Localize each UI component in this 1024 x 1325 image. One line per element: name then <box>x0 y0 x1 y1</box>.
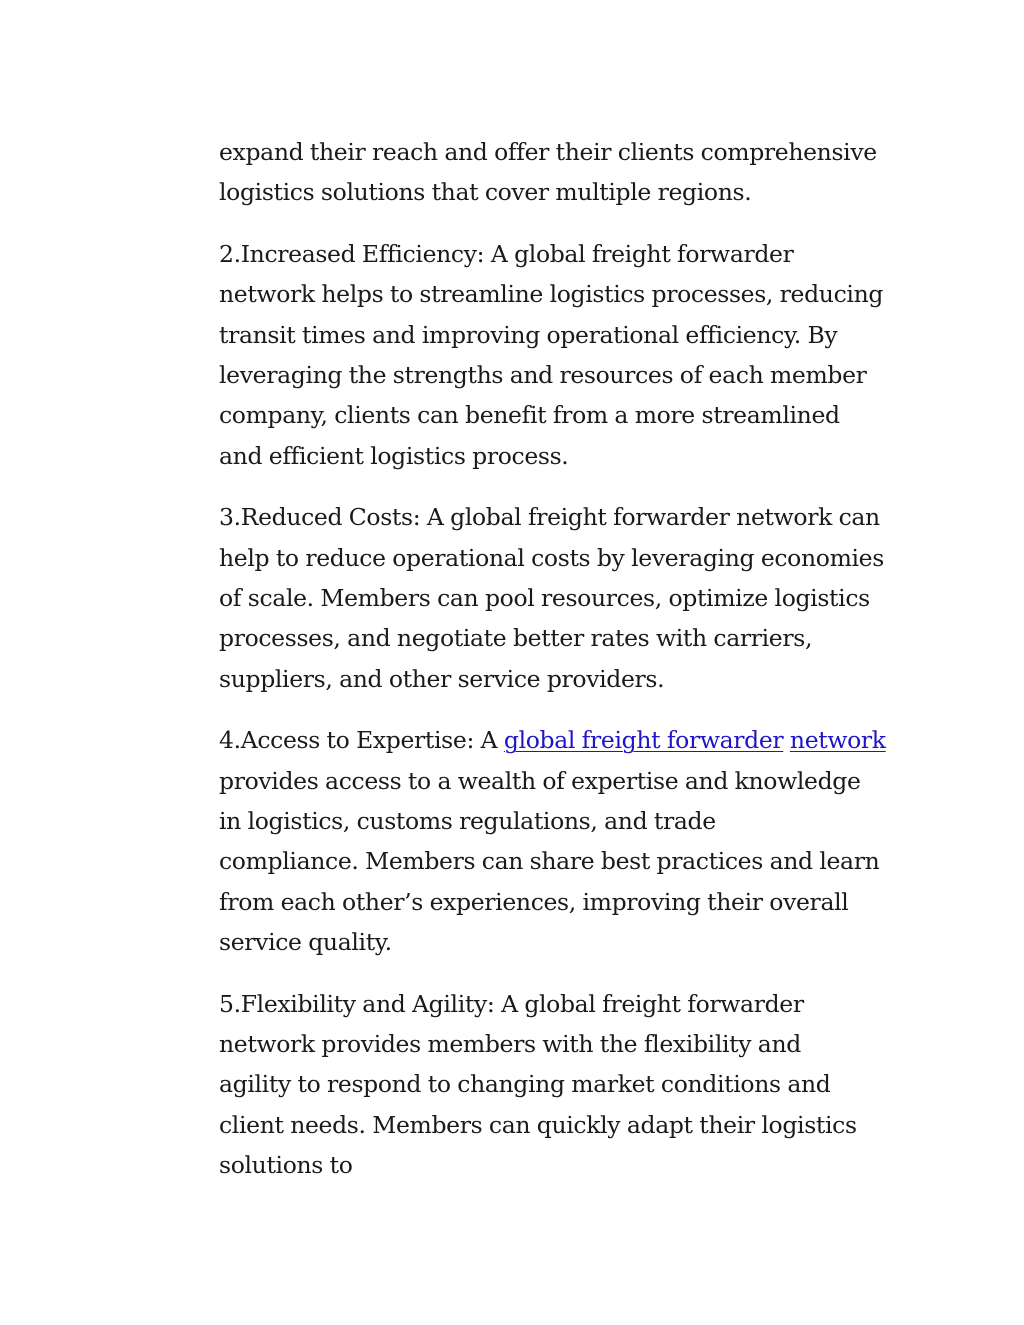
text-line: client needs. Members can quickly adapt their logistics <box>219 1110 857 1139</box>
text-line: 5.Flexibility and Agility: A global freight forwarder <box>219 989 804 1018</box>
text-line-with-links <box>219 720 909 760</box>
link-network[interactable]: network <box>789 726 886 755</box>
text-line: expand their reach and offer their clients comprehensive <box>219 138 877 166</box>
text-line: network helps to streamline logistics processes, reducing <box>219 280 884 309</box>
text-line: leveraging the strengths and resources of each member <box>219 360 867 389</box>
text-line: logistics solutions that cover multiple regions. <box>219 178 752 207</box>
paragraph-reduced-costs <box>219 497 909 698</box>
text-segment: 4.Access to Expertise: A <box>219 726 504 755</box>
text-line: agility to respond to changing market conditions and <box>219 1070 831 1099</box>
paragraph-increased-efficiency <box>219 234 909 476</box>
link-global-freight-forwarder[interactable]: global freight forwarder <box>503 726 784 755</box>
text-line: processes, and negotiate better rates with carriers, <box>219 624 813 653</box>
paragraph-flexibility-and-agility <box>219 984 909 1185</box>
text-line: from each other’s experiences, improving their overall <box>219 887 849 916</box>
text-line: 3.Reduced Costs: A global freight forwarder network can <box>219 503 880 532</box>
text-line: 2.Increased Efficiency: A global freight forwarder <box>219 240 794 269</box>
document-body <box>219 132 909 1207</box>
text-line: network provides members with the flexibility and <box>219 1029 801 1058</box>
text-line: compliance. Members can share best practices and learn <box>219 847 880 876</box>
text-line: company, clients can benefit from a more streamlined <box>219 401 840 430</box>
text-line: transit times and improving operational efficiency. By <box>219 320 838 349</box>
text-line: in logistics, customs regulations, and trade <box>219 806 716 835</box>
text-line: help to reduce operational costs by leveraging economies <box>219 543 884 572</box>
paragraph-intro-continued <box>219 132 909 213</box>
text-line: service quality. <box>219 927 392 956</box>
text-line: and efficient logistics process. <box>219 441 569 470</box>
text-line: solutions to <box>219 1150 353 1179</box>
paragraph-access-to-expertise <box>219 720 909 962</box>
text-line: suppliers, and other service providers. <box>219 664 665 693</box>
text-line: provides access to a wealth of expertise and knowledge <box>219 766 861 795</box>
text-line: of scale. Members can pool resources, optimize logistics <box>219 583 870 612</box>
